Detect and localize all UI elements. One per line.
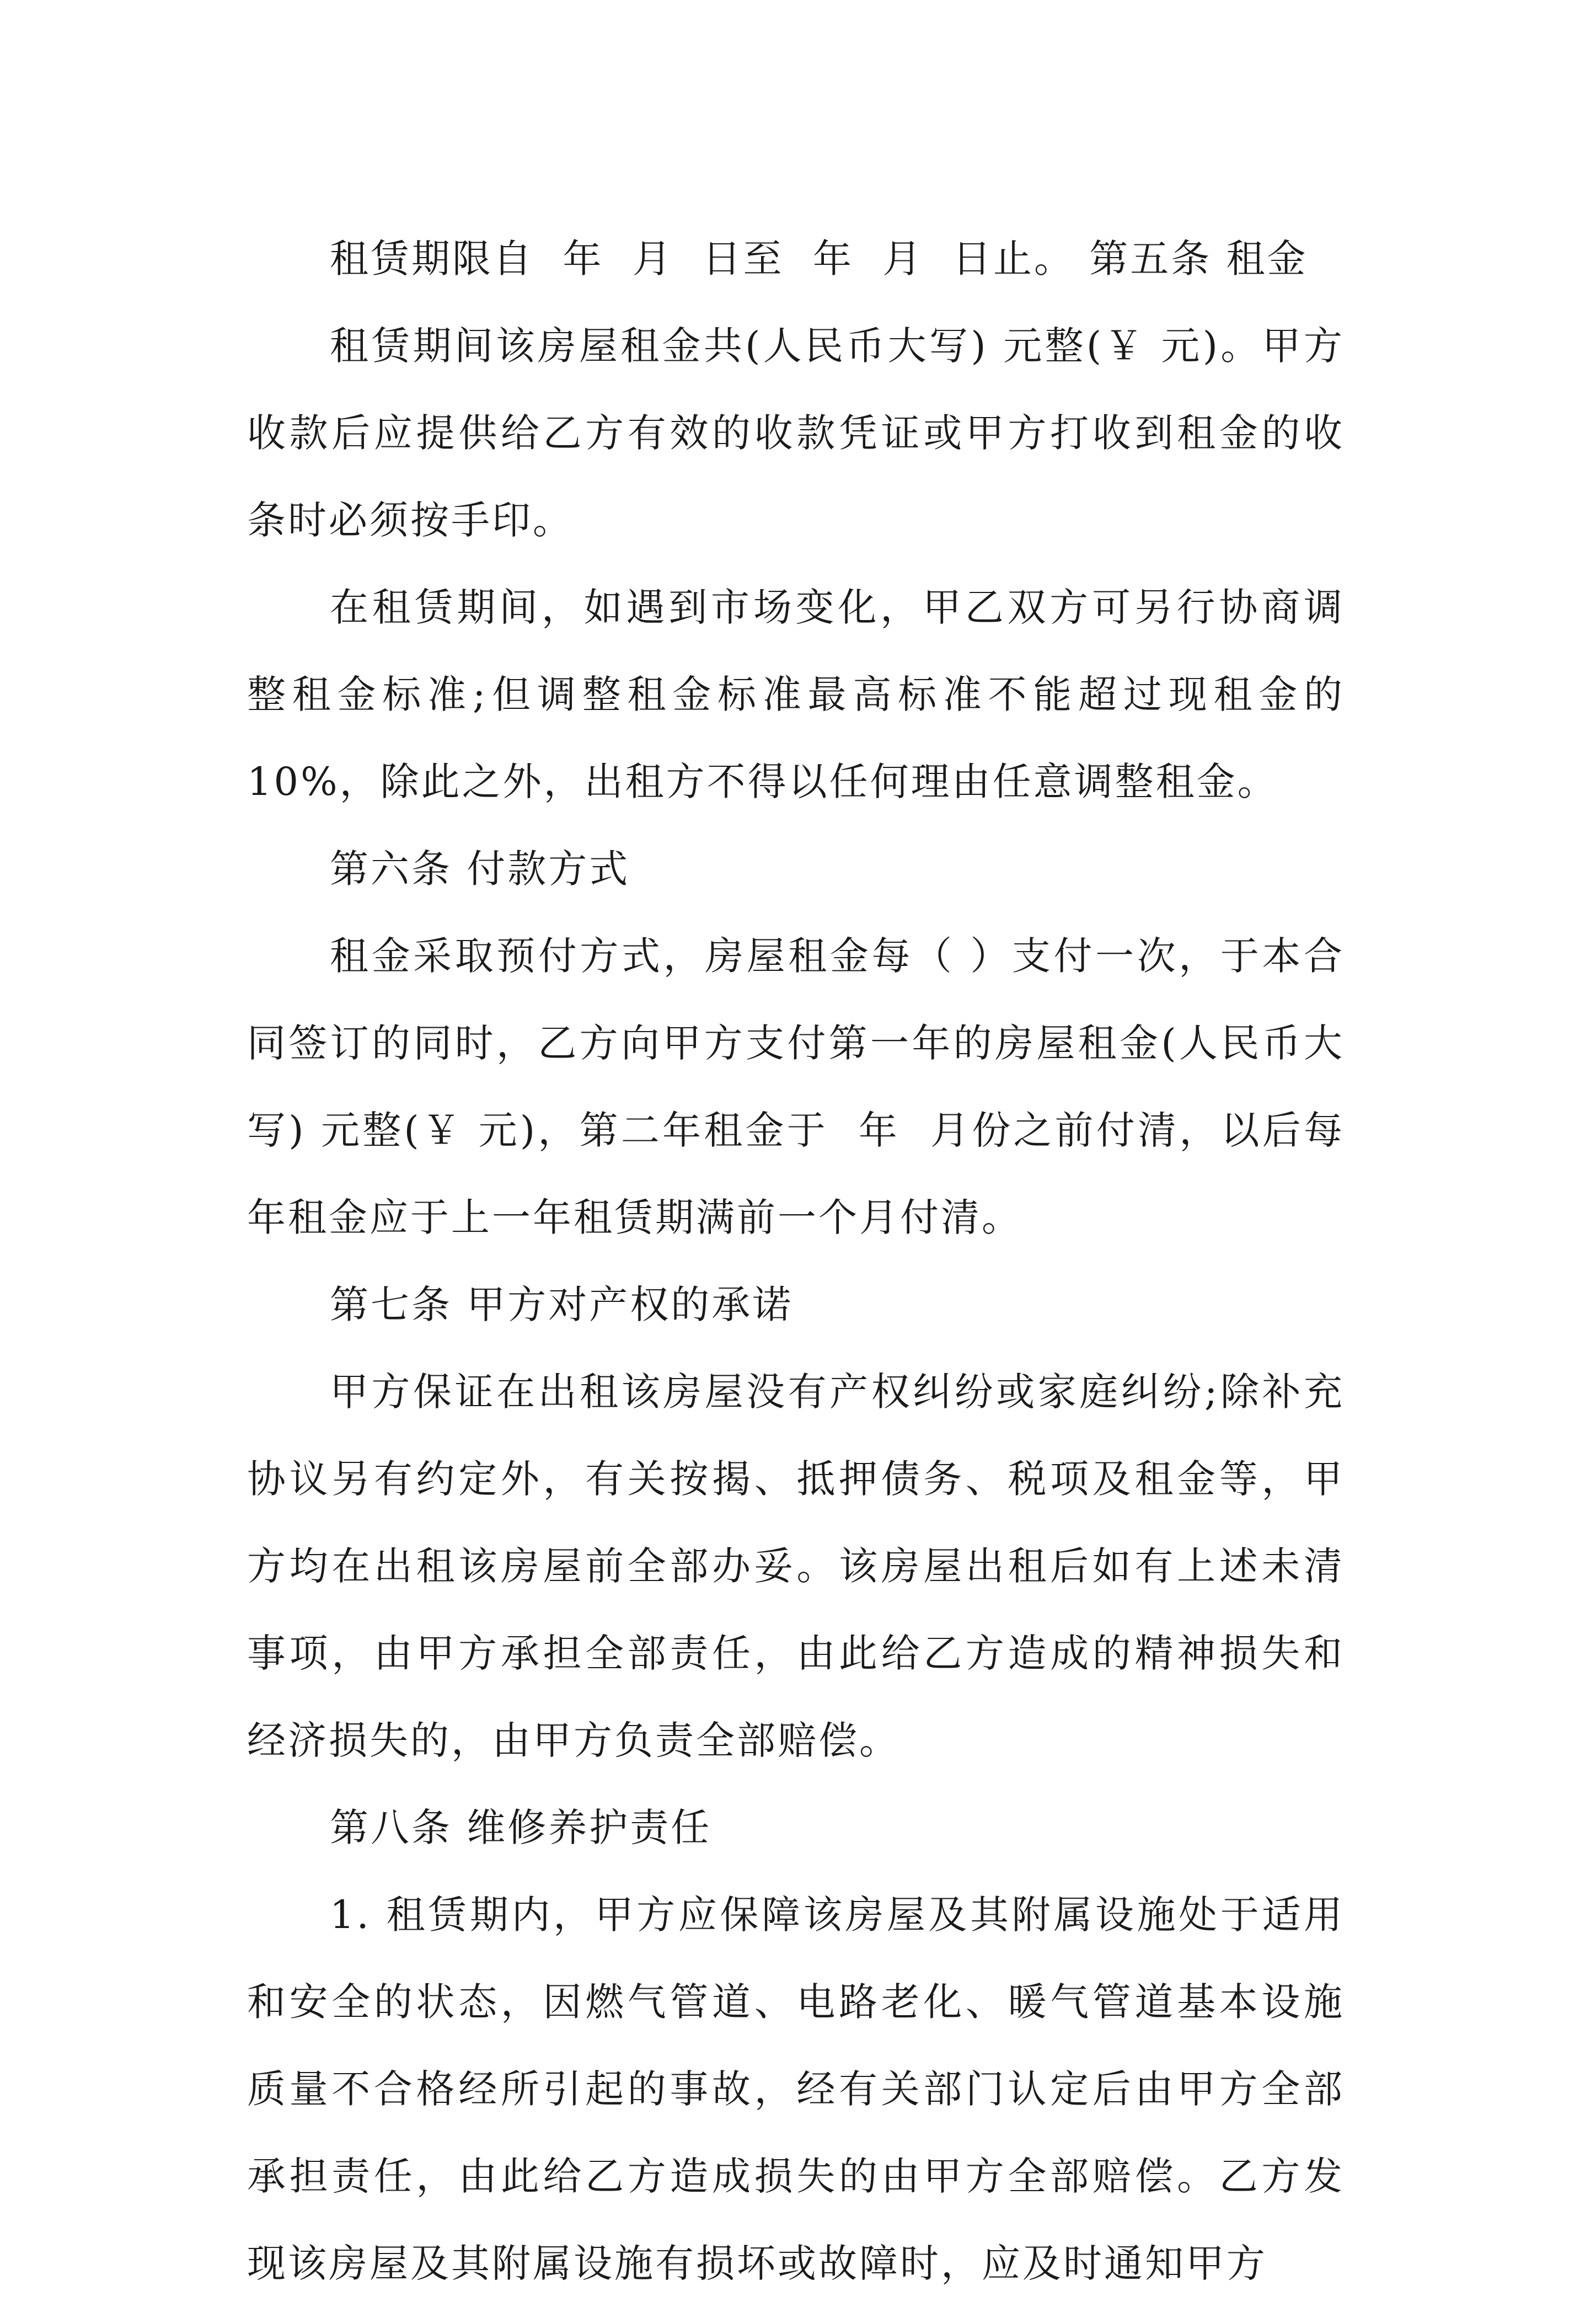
document-body [247, 215, 1345, 2307]
lease-term-paragraph: 租赁期限自 年 月 日至 年 月 日止。 第五条 租金 [330, 236, 1308, 281]
maintenance-paragraph: 1. 租赁期内，甲方应保障该房屋及其附属设施处于适用和安全的状态，因燃气管道、电路老化、暖气管道基本设施质量不合格经所引起的事故，经有关部门认定后由甲方全部承担责任，由此给乙方造成损失的由甲方全部赔偿。乙方发现该房屋及其附属设施有损坏或故障时，应及时通知甲方 [247, 1892, 1345, 2286]
article-six-heading: 第六条 付款方式 [330, 846, 630, 891]
property-rights-paragraph: 甲方保证在出租该房屋没有产权纠纷或家庭纠纷;除补充协议另有约定外，有关按揭、抵押债务、税项及租金等，甲方均在出租该房屋前全部办妥。该房屋出租后如有上述未清事项，由甲方承担全部责任，由此给乙方造成的精神损失和经济损失的，由甲方负责全部赔偿。 [247, 1369, 1345, 1763]
article-eight-heading: 第八条 维修养护责任 [330, 1805, 712, 1850]
rent-amount-paragraph: 租赁期间该房屋租金共(人民币大写) 元整(￥ 元)。甲方收款后应提供给乙方有效的收款凭证或甲方打收到租金的收条时必须按手印。 [247, 323, 1345, 543]
payment-method-paragraph: 租金采取预付方式，房屋租金每（ ）支付一次，于本合同签订的同时，乙方向甲方支付第一年的房屋租金(人民币大写) 元整(￥ 元)，第二年租金于 年 月份之前付清，以后每年租金应于上一年租赁期满前一个月付清。 [247, 933, 1345, 1240]
rent-adjustment-paragraph: 在租赁期间，如遇到市场变化，甲乙双方可另行协商调整租金标准;但调整租金标准最高标准不能超过现租金的10%，除此之外，出租方不得以任何理由任意调整租金。 [247, 585, 1345, 804]
article-seven-heading: 第七条 甲方对产权的承诺 [330, 1282, 794, 1327]
